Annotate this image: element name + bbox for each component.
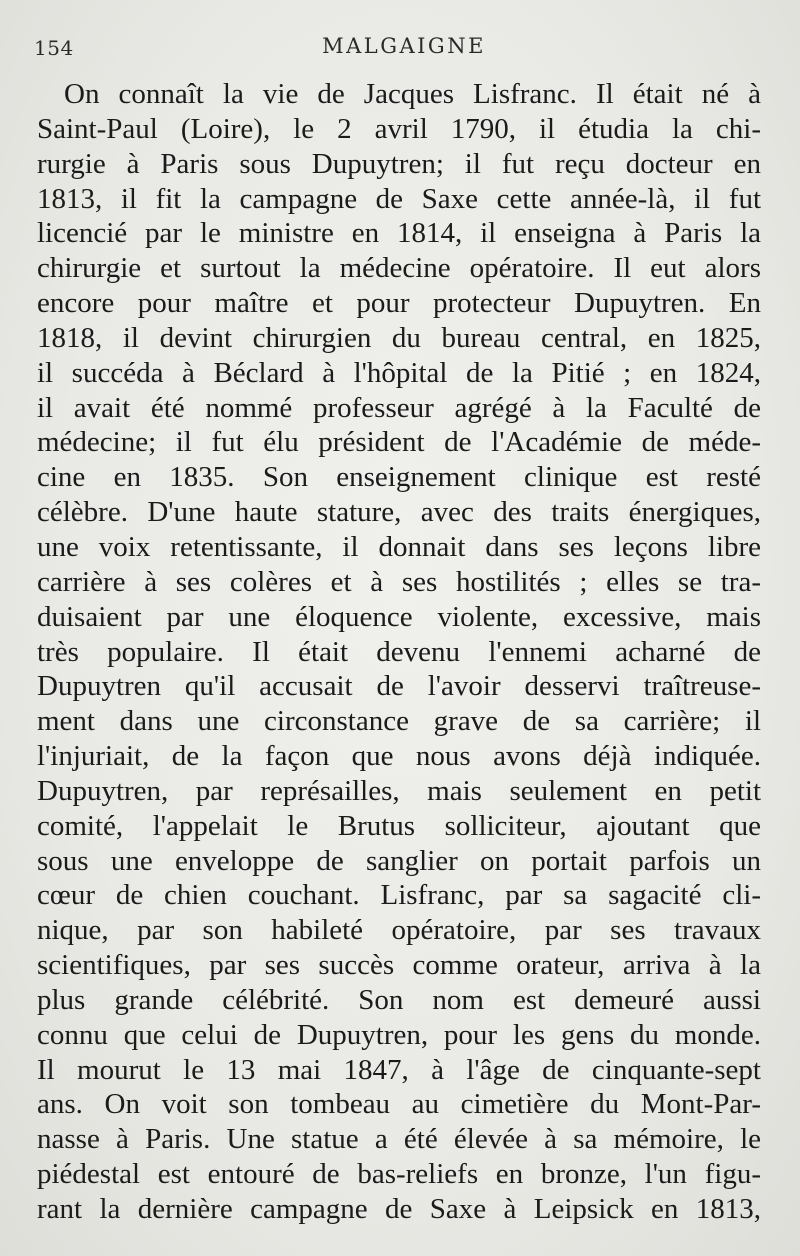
text-line: sous une enveloppe de sanglier on portait parfois un <box>37 844 761 877</box>
text-line: l'injuriait, de la façon que nous avons déjà indiquée. <box>37 740 761 773</box>
text-line: ans. On voit son tombeau au cimetière du Mont-Par- <box>37 1088 761 1121</box>
text-line: cine en 1835. Son enseignement clinique est resté <box>37 461 761 494</box>
text-line: il succéda à Béclard à l'hôpital de la Pitié ; en 1824, <box>37 356 761 389</box>
text-line: nasse à Paris. Une statue a été élevée à sa mémoire, le <box>37 1123 761 1156</box>
text-line: connu que celui de Dupuytren, pour les gens du monde. <box>37 1018 761 1051</box>
text-line: Dupuytren qu'il accusait de l'avoir desservi traîtreuse- <box>37 670 761 703</box>
text-line: il avait été nommé professeur agrégé à la Faculté de <box>37 391 761 424</box>
text-line: très populaire. Il était devenu l'ennemi acharné de <box>37 635 761 668</box>
text-line: Il mourut le 13 mai 1847, à l'âge de cinquante-sept <box>37 1053 761 1086</box>
text-line: On connaît la vie de Jacques Lisfranc. Il était né à <box>64 78 761 110</box>
running-title: MALGAIGNE <box>322 34 486 58</box>
text-line: ment dans une circonstance grave de sa carrière; il <box>37 705 761 738</box>
text-line: 1813, il fit la campagne de Saxe cette année-là, il fut <box>37 182 761 215</box>
text-line: carrière à ses colères et à ses hostilités ; elles se tra- <box>37 565 761 598</box>
text-line: Saint-Paul (Loire), le 2 avril 1790, il étudia la chi- <box>37 112 761 145</box>
text-line: rurgie à Paris sous Dupuytren; il fut reçu docteur en <box>37 147 761 180</box>
text-line: plus grande célébrité. Son nom est demeuré aussi <box>37 983 761 1016</box>
text-line: piédestal est entouré de bas-reliefs en bronze, l'un figu- <box>37 1158 761 1191</box>
text-line: encore pour maître et pour protecteur Dupuytren. En <box>37 287 761 320</box>
text-line: célèbre. D'une haute stature, avec des traits énergiques, <box>37 496 761 529</box>
text-line: rant la dernière campagne de Saxe à Leipsick en 1813, <box>37 1193 761 1225</box>
text-line: médecine; il fut élu président de l'Académie de méde- <box>37 426 761 459</box>
text-line: cœur de chien couchant. Lisfranc, par sa sagacité cli- <box>37 879 761 912</box>
text-line: comité, l'appelait le Brutus solliciteur, ajoutant que <box>37 809 761 842</box>
text-line: duisaient par une éloquence violente, excessive, mais <box>37 600 761 633</box>
text-line: nique, par son habileté opératoire, par ses travaux <box>37 914 761 947</box>
page-number: 154 <box>34 36 74 60</box>
text-line: 1818, il devint chirurgien du bureau central, en 1825, <box>37 321 761 354</box>
text-line: scientifiques, par ses succès comme orateur, arriva à la <box>37 949 761 982</box>
body-text <box>37 77 761 1227</box>
text-line: Dupuytren, par représailles, mais seulement en petit <box>37 774 761 807</box>
text-line: une voix retentissante, il donnait dans ses leçons libre <box>37 530 761 563</box>
text-line: licencié par le ministre en 1814, il enseigna à Paris la <box>37 217 761 250</box>
text-line: chirurgie et surtout la médecine opératoire. Il eut alors <box>37 252 761 285</box>
page-header <box>34 34 774 64</box>
